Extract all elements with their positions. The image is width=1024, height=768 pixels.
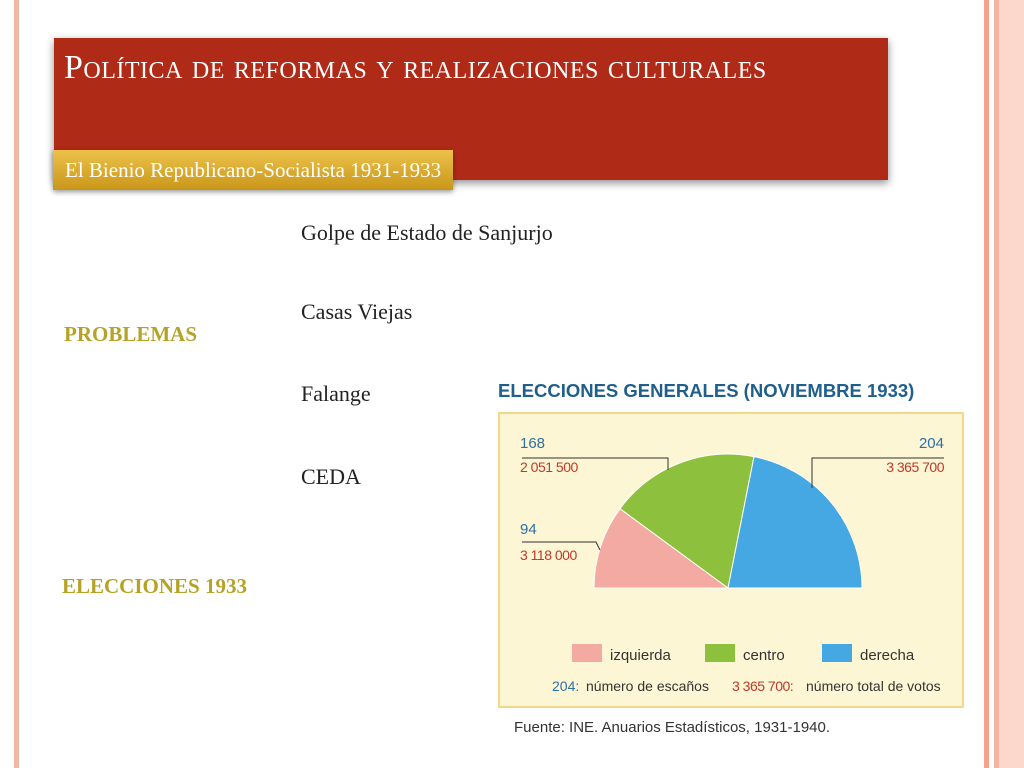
legend-swatch-derecha bbox=[822, 644, 852, 662]
list-item-ceda: CEDA bbox=[301, 464, 361, 489]
legend-label-centro: centro bbox=[743, 647, 785, 664]
slide-subtitle: El Bienio Republicano-Socialista 1931-1933 bbox=[53, 150, 453, 190]
legend-seats-example: 204: bbox=[552, 678, 580, 694]
votes-label-izquierda: 3 118 000 bbox=[520, 547, 577, 563]
right-decorative-stripes bbox=[978, 0, 1024, 768]
list-item-casas-viejas: Casas Viejas bbox=[301, 299, 413, 324]
seats-label-izquierda: 94 bbox=[520, 521, 537, 538]
votes-label-centro: 2 051 500 bbox=[520, 459, 578, 475]
source-text: Fuente: INE. Anuarios Estadísticos, 1931-1940. bbox=[514, 719, 831, 736]
seats-label-centro: 168 bbox=[520, 435, 546, 452]
votes-label-derecha: 3 365 700 bbox=[886, 459, 944, 475]
problems-label: PROBLEMAS bbox=[64, 322, 198, 346]
elections-label: ELECCIONES 1933 bbox=[62, 574, 247, 598]
chart-source bbox=[498, 708, 964, 748]
legend-label-derecha: derecha bbox=[860, 647, 915, 664]
legend-votes-example: 3 365 700: bbox=[732, 678, 794, 694]
election-pie-chart bbox=[500, 414, 962, 706]
legend-swatch-izquierda bbox=[572, 644, 602, 662]
list-item-falange: Falange bbox=[301, 381, 371, 406]
legend-swatch-centro bbox=[705, 644, 735, 662]
chart-title: ELECCIONES GENERALES (NOVIEMBRE 1933) bbox=[498, 380, 915, 401]
legend-seats-description: número de escaños bbox=[586, 678, 709, 694]
legend-votes-description: número total de votos bbox=[806, 678, 941, 694]
left-decorative-rule bbox=[14, 0, 19, 768]
chart-panel bbox=[498, 412, 964, 708]
list-item-sanjurjo: Golpe de Estado de Sanjurjo bbox=[301, 220, 553, 245]
legend-label-izquierda: izquierda bbox=[610, 647, 671, 664]
seats-label-derecha: 204 bbox=[918, 435, 944, 452]
slide-title: Política de reformas y realizaciones culturales bbox=[64, 49, 767, 86]
